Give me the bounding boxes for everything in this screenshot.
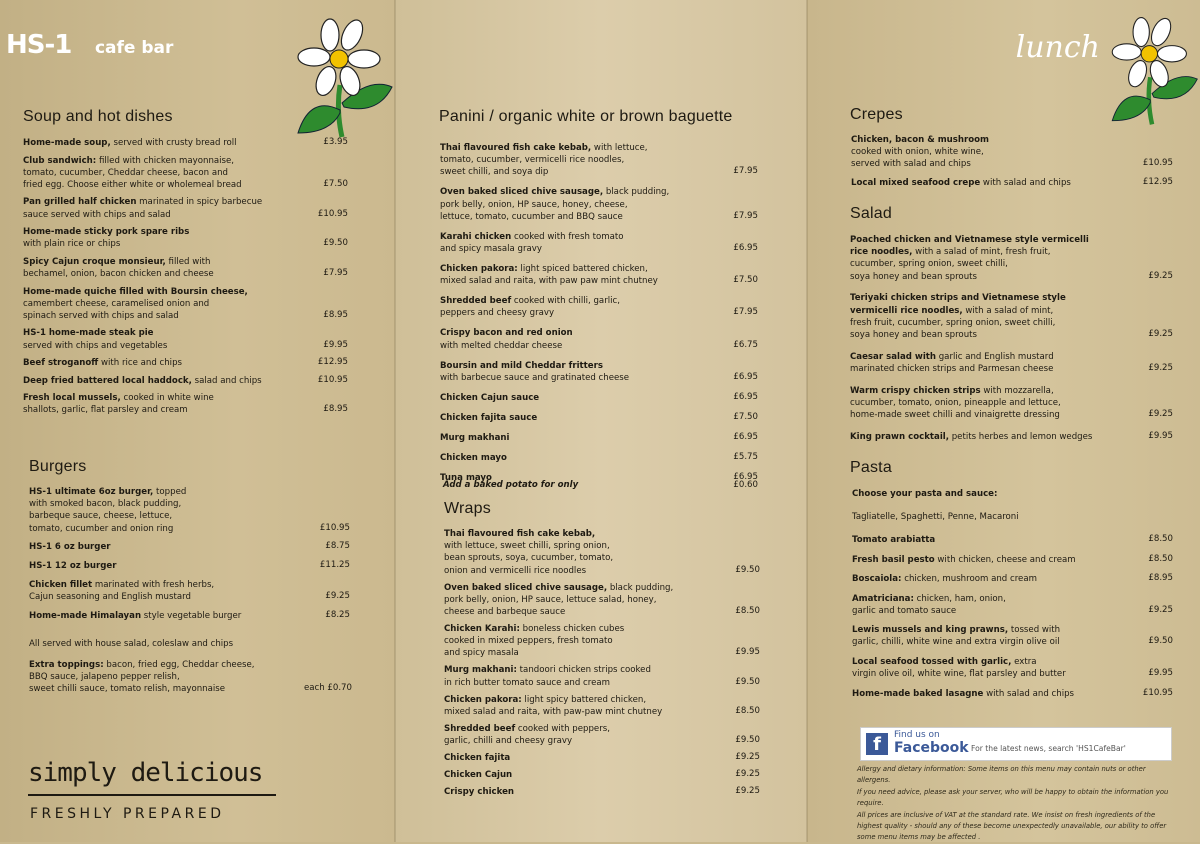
- item-desc: pork belly, onion, HP sauce, honey, cheese,: [440, 199, 628, 210]
- tagline: simply delicious: [28, 758, 263, 788]
- item-price: £9.50: [323, 238, 348, 249]
- item-name: Karahi chicken: [440, 231, 512, 242]
- item-name: Oven baked sliced chive sausage,: [444, 582, 608, 593]
- menu-item: [850, 234, 1150, 283]
- item-name: vermicelli rice noodles,: [850, 305, 963, 316]
- daisy-flower-icon: [290, 15, 395, 140]
- section-title: Pasta: [850, 459, 892, 476]
- item-desc: cooked in mixed peppers, fresh tomato: [444, 636, 613, 647]
- item-name: HS-1 home-made steak pie: [23, 328, 154, 339]
- section-title: Burgers: [29, 458, 87, 475]
- item-price: £6.95: [733, 391, 758, 402]
- item-price: £7.50: [733, 275, 758, 286]
- item-price: £7.95: [323, 268, 348, 278]
- item-name: Amatriciana:: [852, 593, 914, 604]
- allergy-line: some menu items may be affected .: [857, 833, 981, 842]
- menu-item: [852, 554, 1152, 566]
- item-desc: bacon, fried egg, Cheddar cheese,: [103, 660, 255, 670]
- item-price: £9.95: [1148, 668, 1173, 679]
- item-name: Thai flavoured fish cake kebab,: [444, 529, 596, 539]
- item-name: Murg makhani:: [444, 665, 517, 676]
- item-desc: lettuce, tomato, cucumber and BBQ sauce: [440, 211, 623, 222]
- menu-item: [852, 688, 1152, 700]
- facebook-banner[interactable]: [860, 727, 1172, 761]
- item-price: £9.25: [735, 752, 760, 762]
- item-price: £9.25: [735, 786, 760, 796]
- section-title: Crepes: [850, 106, 903, 123]
- item-price: £6.95: [733, 371, 758, 382]
- item-price: £8.50: [735, 705, 760, 716]
- item-name: Beef stroganoff: [23, 358, 99, 369]
- section-title: Panini / organic white or brown baguette: [439, 108, 733, 125]
- item-name: Chicken fajita: [444, 753, 511, 763]
- menu-item: [851, 134, 1151, 171]
- item-desc: cheese and barbeque sauce: [444, 607, 566, 617]
- allergy-info: [857, 764, 1177, 844]
- item-desc: bechamel, onion, bacon chicken and cheese: [23, 269, 214, 279]
- fold-line: [806, 0, 808, 842]
- item-name: Lewis mussels and king prawns,: [852, 625, 1009, 636]
- item-name: HS-1 12 oz burger: [29, 561, 117, 572]
- tagline-underline: [28, 794, 276, 796]
- brand-logo: [6, 30, 173, 60]
- item-price: £0.60: [733, 480, 758, 490]
- item-desc: black pudding,: [603, 187, 670, 198]
- item-name: Warm crispy chicken strips: [850, 385, 981, 396]
- item-price: £8.50: [1148, 553, 1173, 564]
- item-price: £9.25: [1148, 270, 1173, 281]
- item-name: Crispy bacon and red onion: [440, 328, 573, 339]
- potato-note: Add a baked potato for only: [443, 480, 579, 490]
- item-price: £12.95: [1142, 176, 1173, 187]
- item-desc: Cajun seasoning and English mustard: [29, 592, 191, 603]
- item-desc: light spiced battered chicken,: [517, 264, 648, 274]
- item-desc: onion and vermicelli rice noodles: [444, 565, 587, 576]
- item-desc: bean sprouts, soya, cucumber, tomato,: [444, 553, 614, 564]
- item-name: Boursin and mild Cheddar fritters: [440, 360, 603, 371]
- item-desc: virgin olive oil, white wine, flat parsley and butter: [852, 669, 1066, 680]
- item-desc: served with chips and vegetables: [23, 340, 168, 351]
- allergy-line: If you need advice, please ask your server, who will be happy to obtain the information you require.: [857, 787, 1169, 808]
- item-desc: cooked with onion, white wine,: [851, 147, 984, 158]
- item-price: £9.50: [735, 676, 760, 687]
- item-name: Fresh basil pesto: [852, 554, 935, 565]
- item-name: Chicken Karahi:: [444, 624, 520, 634]
- item-desc: cooked with peppers,: [515, 723, 610, 734]
- item-desc: cooked with fresh tomato: [511, 231, 624, 242]
- menu-item: [850, 351, 1150, 375]
- item-price: £7.50: [323, 178, 348, 189]
- item-price: £8.25: [325, 610, 350, 620]
- item-price: £11.25: [319, 560, 350, 571]
- menu-item: [850, 292, 1150, 341]
- item-desc: style vegetable burger: [141, 611, 242, 621]
- item-desc: with salad and chips: [983, 688, 1075, 699]
- item-desc: petits herbes and lemon wedges: [948, 431, 1093, 442]
- item-price: £10.95: [1142, 158, 1173, 169]
- item-name: Local mixed seafood crepe: [851, 177, 981, 188]
- item-desc: with melted cheddar cheese: [440, 340, 563, 351]
- item-desc: topped: [153, 487, 187, 497]
- section-title: Wraps: [444, 500, 491, 517]
- tagline-sub: FRESHLY PREPARED: [30, 806, 225, 822]
- menu-item: [852, 656, 1152, 680]
- item-desc: home-made sweet chilli and vinaigrette dressing: [850, 409, 1060, 420]
- menu-item: [850, 431, 1150, 443]
- item-name: Chicken mayo: [440, 452, 507, 463]
- item-desc: tomato, cucumber and onion ring: [29, 523, 174, 534]
- item-desc: black pudding,: [607, 582, 674, 593]
- item-price: £6.95: [733, 431, 758, 442]
- item-desc: garlic, chilli and cheesy gravy: [444, 736, 573, 746]
- section-title: Soup and hot dishes: [23, 108, 173, 125]
- item-desc: sweet chilli sauce, tomato relish, mayonnaise: [29, 684, 226, 695]
- item-desc: BBQ sauce, jalapeno pepper relish,: [29, 672, 180, 683]
- item-name: Murg makhani: [440, 432, 510, 443]
- item-name: Home-made baked lasagne: [852, 688, 984, 699]
- item-desc: extra: [1011, 656, 1037, 667]
- item-desc: shallots, garlic, flat parsley and cream: [23, 405, 188, 416]
- item-price: £9.25: [735, 769, 760, 779]
- item-price: £9.25: [1148, 408, 1173, 419]
- item-name: Chicken pakora:: [444, 694, 522, 705]
- item-desc: sweet chilli, and soya dip: [440, 167, 549, 178]
- item-desc: peppers and cheesy gravy: [440, 308, 555, 319]
- item-name: Chicken fillet: [29, 580, 93, 590]
- item-name: Chicken Cajun: [444, 770, 513, 780]
- item-name: Chicken fajita sauce: [440, 412, 538, 423]
- item-desc: served with salad and chips: [851, 159, 971, 170]
- item-price: £12.95: [317, 357, 348, 368]
- item-price: £9.95: [735, 647, 760, 658]
- item-desc: tossed with: [1008, 625, 1061, 636]
- item-price: £9.25: [1148, 328, 1173, 339]
- menu-item: [851, 177, 1151, 189]
- item-price: £9.95: [323, 339, 348, 350]
- item-desc: garlic, chilli, white wine and extra virgin olive oil: [852, 637, 1060, 648]
- item-desc: with rice and chips: [98, 358, 183, 369]
- lunch-label: lunch: [1015, 30, 1100, 65]
- item-desc: cucumber, tomato, onion, pineapple and lettuce,: [850, 397, 1061, 408]
- item-price: £9.50: [735, 735, 760, 745]
- menu-item: [852, 593, 1152, 617]
- item-name: Chicken, bacon & mushroom: [851, 135, 990, 145]
- item-desc: with chicken, cheese and cream: [934, 554, 1076, 565]
- item-name: Tomato arabiatta: [852, 535, 936, 545]
- item-price: £10.95: [319, 522, 350, 533]
- item-name: Chicken Cajun sauce: [440, 392, 540, 403]
- item-desc: spinach served with chips and salad: [23, 310, 179, 321]
- item-name: Shredded beef: [440, 296, 512, 307]
- item-price: £8.95: [1148, 573, 1173, 583]
- item-desc: in rich butter tomato sauce and cream: [444, 677, 611, 688]
- served-note: All served with house salad, coleslaw and chips: [29, 639, 234, 649]
- item-price: £9.50: [1148, 636, 1173, 647]
- item-price: £9.25: [325, 591, 350, 602]
- item-desc: and spicy masala gravy: [440, 244, 542, 254]
- item-desc: marinated chicken strips and Parmesan cheese: [850, 363, 1054, 374]
- item-price: £5.75: [733, 451, 758, 462]
- item-desc: with salad and chips: [980, 177, 1071, 188]
- item-desc: light spicy battered chicken,: [521, 694, 647, 705]
- item-name: Shredded beef: [444, 723, 516, 734]
- pasta-types: Tagliatelle, Spaghetti, Penne, Macaroni: [852, 512, 1019, 522]
- facebook-find-text: Find us on: [894, 730, 940, 740]
- item-desc: filled with chicken mayonnaise,: [96, 155, 235, 166]
- item-price: £7.95: [733, 307, 758, 318]
- item-name: Home-made quiche filled with Boursin cheese,: [23, 286, 248, 297]
- item-name: Chicken pakora:: [440, 264, 518, 274]
- item-desc: served with crusty bread roll: [110, 138, 237, 148]
- item-price: £6.75: [733, 339, 758, 350]
- item-name: Fresh local mussels,: [23, 393, 121, 404]
- item-name: Pan grilled half chicken: [23, 197, 137, 208]
- item-name: Oven baked sliced chive sausage,: [440, 187, 604, 198]
- menu-item: [852, 624, 1152, 648]
- item-price: £3.95: [323, 137, 348, 147]
- item-price: £7.95: [733, 210, 758, 221]
- item-desc: garlic and English mustard: [936, 351, 1054, 362]
- item-name: HS-1 6 oz burger: [29, 542, 111, 553]
- item-price: £9.25: [1148, 362, 1173, 373]
- item-name: Caesar salad with: [850, 351, 936, 362]
- item-desc: cooked in white wine: [120, 393, 214, 404]
- item-desc: with lettuce, sweet chilli, spring onion,: [444, 541, 610, 552]
- item-price: £9.95: [1148, 430, 1173, 441]
- item-name: Poached chicken and Vietnamese style vermicelli: [850, 235, 1089, 245]
- item-desc: with a salad of mint,: [962, 305, 1054, 316]
- allergy-line: All prices are inclusive of VAT at the standard rate. We insist on fresh ingredients of the: [857, 810, 1156, 819]
- item-desc: camembert cheese, caramelised onion and: [23, 298, 210, 309]
- brand-name: HS-1: [6, 30, 72, 60]
- item-price: £6.95: [733, 471, 758, 482]
- item-name: Deep fried battered local haddock,: [23, 375, 192, 386]
- menu-item: [852, 573, 1152, 585]
- item-name: Teriyaki chicken strips and Vietnamese style: [850, 293, 1066, 304]
- facebook-search-text: For the latest news, search 'HS1CafeBar': [971, 744, 1126, 753]
- brand-subtitle: cafe bar: [94, 38, 174, 58]
- item-desc: with mozzarella,: [980, 385, 1054, 396]
- item-desc: soya honey and bean sprouts: [850, 271, 977, 282]
- pasta-choose: Choose your pasta and sauce:: [852, 489, 998, 499]
- item-desc: with plain rice or chips: [23, 239, 121, 250]
- menu-item: [850, 385, 1150, 422]
- item-price: £7.95: [733, 166, 758, 177]
- item-desc: boneless chicken cubes: [519, 624, 625, 634]
- item-desc: chicken, ham, onion,: [913, 593, 1006, 604]
- item-desc: salad and chips: [191, 375, 262, 386]
- item-price: £8.50: [1148, 534, 1173, 544]
- item-name: Home-made soup,: [23, 138, 111, 148]
- daisy-flower-icon: [1105, 8, 1200, 133]
- item-desc: barbeque sauce, cheese, lettuce,: [29, 511, 173, 522]
- item-desc: pork belly, onion, HP sauce, lettuce salad, honey,: [444, 594, 657, 605]
- item-desc: garlic and tomato sauce: [852, 605, 957, 616]
- facebook-name: Facebook: [894, 740, 969, 756]
- item-price: £9.25: [1148, 604, 1173, 615]
- item-desc: sauce served with chips and salad: [23, 209, 171, 220]
- item-price: £8.50: [735, 606, 760, 616]
- item-desc: soya honey and bean sprouts: [850, 329, 977, 340]
- item-desc: chicken, mushroom and cream: [901, 574, 1037, 584]
- item-desc: with a salad of mint, fresh fruit,: [912, 247, 1051, 258]
- item-desc: fresh fruit, cucumber, spring onion, sweet chilli,: [850, 317, 1056, 328]
- item-desc: tomato, cucumber, Cheddar cheese, bacon and: [23, 167, 229, 178]
- item-name: Boscaiola:: [852, 574, 902, 584]
- item-name: Crispy chicken: [444, 787, 515, 797]
- item-name: King prawn cocktail,: [850, 431, 949, 442]
- item-name: Home-made sticky pork spare ribs: [23, 227, 190, 238]
- item-desc: cucumber, spring onion, sweet chilli,: [850, 259, 1008, 270]
- section-title: Salad: [850, 205, 892, 222]
- allergy-line: highest quality - should any of these become unexpectedly unavailable, our ability to offer: [857, 822, 1167, 831]
- item-price: £8.95: [323, 309, 348, 320]
- item-price: £10.95: [317, 208, 348, 219]
- allergy-line: Allergy and dietary information: Some items on this menu may contain nuts or other allergens.: [857, 765, 1146, 785]
- item-desc: marinated with fresh herbs,: [92, 580, 215, 590]
- item-desc: cooked with chilli, garlic,: [511, 296, 620, 307]
- item-name: rice noodles,: [850, 247, 913, 258]
- item-desc: with lettuce,: [591, 143, 648, 153]
- item-name: Extra toppings:: [29, 660, 104, 670]
- item-price: each £0.70: [303, 683, 352, 694]
- item-price: £7.50: [733, 411, 758, 422]
- item-name: Thai flavoured fish cake kebab,: [440, 143, 592, 153]
- item-desc: fried egg. Choose either white or wholemeal bread: [23, 179, 242, 190]
- item-name: Local seafood tossed with garlic,: [852, 656, 1012, 667]
- menu-item: [852, 534, 1152, 546]
- item-price: £10.95: [1142, 687, 1173, 698]
- item-price: £10.95: [317, 374, 348, 385]
- item-price: £6.95: [733, 243, 758, 253]
- item-desc: tomato, cucumber, vermicelli rice noodles,: [440, 155, 625, 166]
- item-name: Home-made Himalayan: [29, 611, 142, 621]
- item-price: £9.50: [735, 564, 760, 575]
- item-desc: filled with: [165, 256, 211, 267]
- item-desc: tandoori chicken strips cooked: [516, 665, 651, 676]
- item-price: £8.75: [325, 541, 350, 552]
- item-desc: with barbecue sauce and gratinated cheese: [440, 372, 630, 383]
- item-desc: mixed salad and raita, with paw paw mint chutney: [440, 276, 658, 287]
- item-desc: and spicy masala: [444, 648, 519, 659]
- facebook-icon: f: [866, 733, 888, 755]
- item-name: HS-1 ultimate 6oz burger,: [29, 487, 154, 497]
- item-name: Spicy Cajun croque monsieur,: [23, 256, 166, 267]
- item-price: £8.95: [323, 404, 348, 415]
- item-desc: marinated in spicy barbecue: [136, 197, 263, 208]
- item-desc: with smoked bacon, black pudding,: [29, 499, 182, 510]
- item-desc: mixed salad and raita, with paw-paw mint chutney: [444, 706, 663, 717]
- item-name: Club sandwich:: [23, 155, 97, 166]
- item-name: Tuna mayo: [440, 472, 492, 483]
